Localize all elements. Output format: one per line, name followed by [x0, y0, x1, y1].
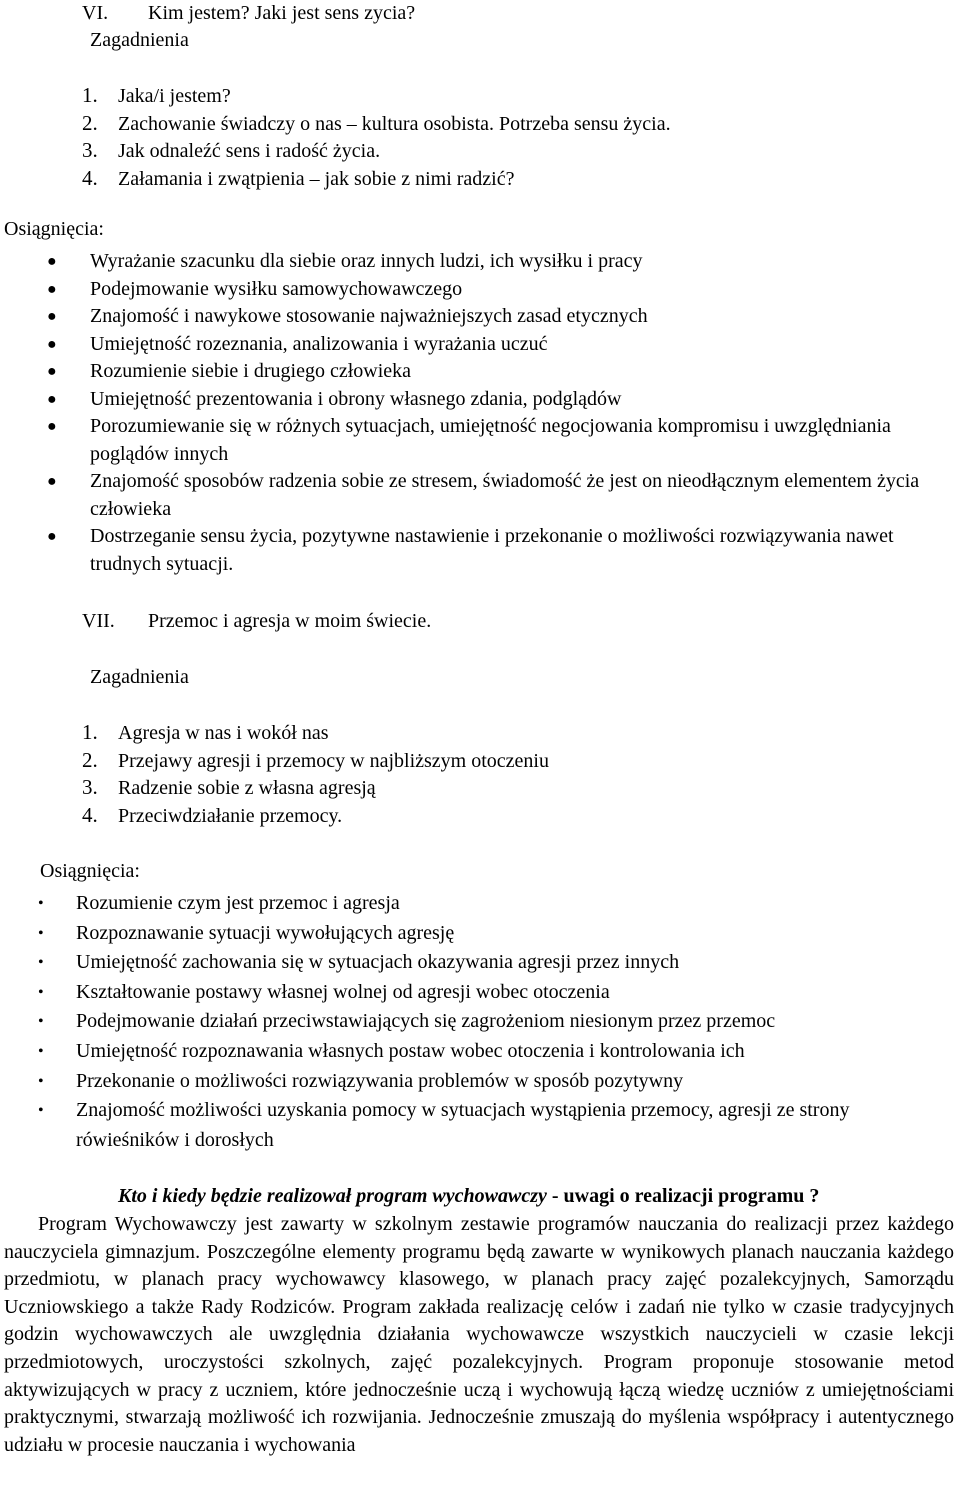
section-6-heading [82, 0, 415, 28]
list-item: 3. Jak odnaleźć sens i radość życia. [82, 138, 381, 162]
list-item: • Umiejętność rozpoznawania własnych postaw wobec otoczenia i kontrolowania ich [0, 1037, 955, 1067]
bullet-icon: • [38, 924, 44, 942]
section-7-achievements-list [0, 889, 955, 1155]
section-6-achievements-label: Osiągnięcia: [4, 218, 104, 240]
section-7-achievements-label: Osiągnięcia: [40, 860, 140, 882]
section-6-number: VI. [82, 2, 109, 24]
list-item: • Przekonanie o możliwości rozwiązywania problemów w sposób pozytywny [0, 1067, 955, 1097]
section-7-number: VII. [82, 610, 115, 632]
list-item: ● Dostrzeganie sensu życia, pozytywne nastawienie i przekonanie o możliwości rozwiązywania nawet trudnych sytuacji. [47, 525, 894, 575]
bullet-icon: • [38, 1102, 44, 1120]
list-item: • Podejmowanie działań przeciwstawiających się zagrożeniom niesionym przez przemoc [0, 1007, 955, 1037]
list-item: • Umiejętność zachowania się w sytuacjach okazywania agresji przez innych [0, 948, 955, 978]
section-6-title: Kim jestem? Jaki jest sens zycia? [148, 2, 416, 24]
bullet-icon: ● [47, 253, 57, 270]
list-item: ● Wyrażanie szacunku dla siebie oraz innych ludzi, ich wysiłku i pracy [0, 248, 930, 276]
section-6-topics-list [82, 82, 671, 192]
bullet-icon: • [38, 895, 44, 912]
section-7-title: Przemoc i agresja w moim świecie. [148, 610, 432, 632]
implementation-heading [118, 1183, 819, 1211]
section-6-achievements-list [0, 248, 930, 578]
implementation-heading-italic: Kto i kiedy będzie realizował program wychowawczy [118, 1185, 547, 1207]
section-7-topics-list [82, 719, 549, 829]
section-7-topics-label: Zagadnienia [90, 666, 189, 688]
bullet-icon: • [38, 954, 44, 972]
list-item: • Znajomość możliwości uzyskania pomocy w sytuacjach wystąpienia przemocy, agresji ze strony rówieśników i dorosłych [0, 1096, 955, 1155]
bullet-icon: ● [47, 335, 57, 353]
bullet-icon: • [38, 1042, 44, 1060]
list-item: • Rozpoznawanie sytuacji wywołujących agresję [0, 919, 955, 949]
bullet-icon: • [38, 1013, 44, 1031]
list-item: 1. Jaka/i jestem? [82, 83, 231, 107]
list-item: • Kształtowanie postawy własnej wolnej od agresji wobec otoczenia [0, 978, 955, 1008]
section-7-heading [82, 608, 431, 636]
list-item: 2. Zachowanie świadczy o nas – kultura osobista. Potrzeba sensu życia. [82, 110, 671, 135]
list-item: ● Znajomość i nawykowe stosowanie najważniejszych zasad etycznych [0, 303, 930, 331]
list-item: ● Umiejętność prezentowania i obrony własnego zdania, podglądów [0, 386, 930, 414]
implementation-paragraph: Program Wychowawczy jest zawarty w szkolnym zestawie programów nauczania do realizacji przez każdego nauczyciela gimnazjum. Poszczególne elementy programu będą zawarte w wynikowych planach nauczania każdego przedmiotu, w planach pracy wychowawcy klasowego, w planach pracy zajęć pozalekcyjnych, Samorządu Uczniowskiego a także Rady Rodziców. Program zakłada realizację celów i zadań nie tylko w czasie tradycyjnych godzin wychowawczych ale uwzględnia działania wychowawcze wszystkich nauczycieli w czasie lekcji przedmiotowych, uroczystości szkolnych, zajęć pozalekcyjnych. Program proponuje stosowanie metod aktywizujących w pracy z uczniem, które jednocześnie uczą i wychowują łączą wiedzę uczniów z umiejętnościami praktycznymi, stwarzają możliwość ich rozwijania. Jednocześnie zmuszają do myślenia współpracy i autentycznego udziału w procesie nauczania i wychowania [4, 1213, 954, 1456]
list-item: 1. Agresja w nas i wokół nas [82, 720, 329, 744]
bullet-icon: ● [47, 280, 57, 298]
bullet-icon: • [38, 983, 44, 1001]
bullet-icon: ● [47, 390, 57, 408]
bullet-icon: ● [47, 418, 57, 435]
list-item: 3. Radzenie sobie z własna agresją [82, 775, 376, 799]
bullet-icon: • [38, 1072, 44, 1090]
list-item: ● Rozumienie siebie i drugiego człowieka [0, 358, 930, 386]
bullet-icon: ● [47, 363, 57, 380]
bullet-icon: ● [47, 528, 57, 545]
implementation-heading-rest: - uwagi o realizacji programu ? [546, 1185, 820, 1207]
list-item: 4. Przeciwdziałanie przemocy. [82, 802, 343, 827]
list-item: 2. Przejawy agresji i przemocy w najbliższym otoczeniu [82, 747, 549, 772]
list-item: ● Znajomość sposobów radzenia sobie ze stresem, świadomość że jest on nieodłącznym elementem życia człowieka [47, 470, 920, 520]
list-item: 4. Załamania i zwątpienia – jak sobie z nimi radzić? [82, 165, 515, 190]
list-item: ● Podejmowanie wysiłku samowychowawczego [0, 276, 930, 304]
section-6-topics-label: Zagadnienia [90, 29, 189, 51]
list-item: ● Porozumiewanie się w różnych sytuacjach, umiejętność negocjowania kompromisu i uwzględniania poglądów innych [47, 415, 891, 465]
list-item: ● Umiejętność rozeznania, analizowania i wyrażania uczuć [0, 331, 930, 359]
bullet-icon: ● [47, 473, 57, 490]
bullet-icon: ● [47, 308, 57, 325]
list-item: • Rozumienie czym jest przemoc i agresja [0, 889, 955, 919]
